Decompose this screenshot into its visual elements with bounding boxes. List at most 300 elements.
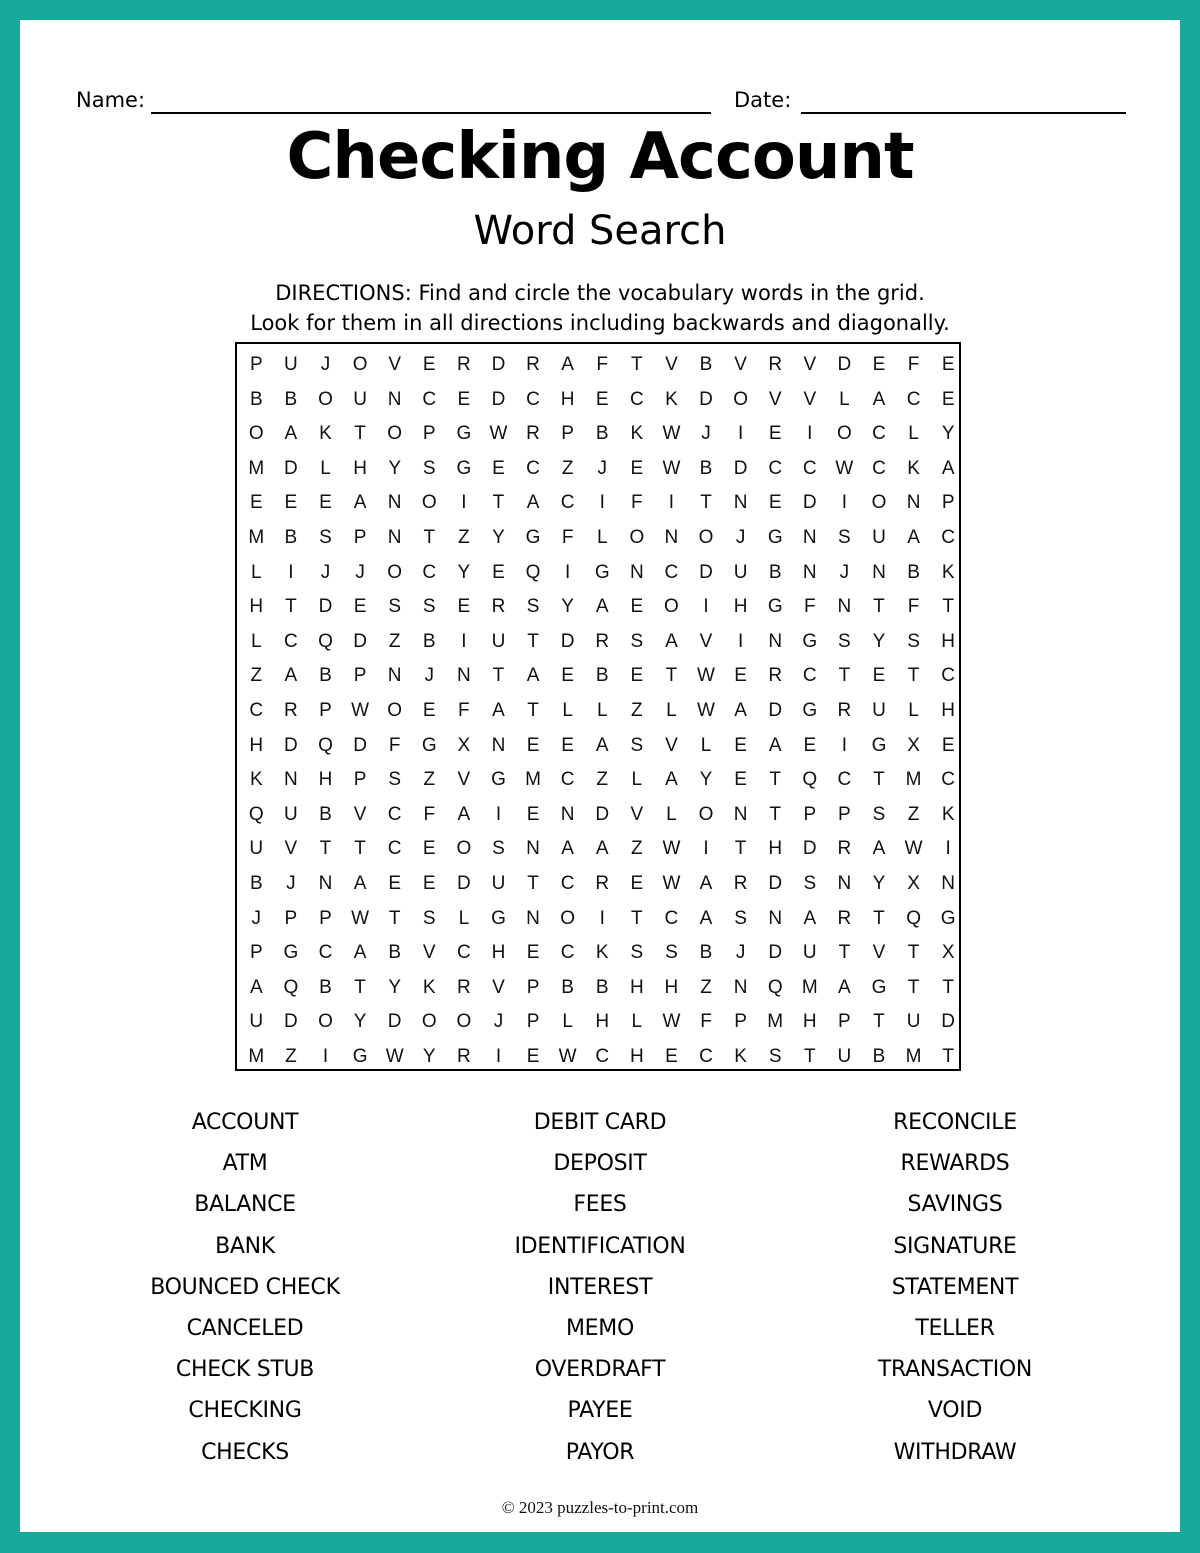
grid-cell[interactable]: Q [906, 907, 921, 929]
grid-cell[interactable]: F [700, 1011, 712, 1033]
grid-cell[interactable]: I [461, 492, 467, 514]
grid-cell[interactable]: P [249, 942, 263, 964]
grid-cell[interactable]: W [662, 457, 681, 479]
grid-cell[interactable]: C [422, 388, 437, 410]
grid-cell[interactable]: A [353, 872, 367, 894]
grid-cell[interactable]: P [353, 769, 367, 791]
grid-cell[interactable]: T [354, 838, 366, 860]
grid-cell[interactable]: O [456, 1011, 472, 1033]
grid-cell[interactable]: N [560, 803, 575, 825]
grid-cell[interactable]: E [941, 388, 955, 410]
grid-cell[interactable]: H [595, 1011, 610, 1033]
grid-cell[interactable]: E [319, 492, 332, 514]
grid-cell[interactable]: D [802, 838, 817, 860]
grid-cell[interactable]: S [630, 630, 644, 652]
grid-cell[interactable]: C [802, 665, 817, 687]
grid-cell[interactable]: L [839, 388, 850, 410]
grid-cell[interactable]: G [802, 699, 818, 721]
grid-cell[interactable]: F [561, 526, 574, 548]
grid-cell[interactable]: Z [285, 1045, 297, 1067]
grid-cell[interactable]: Y [699, 769, 713, 791]
grid-cell[interactable]: T [354, 423, 366, 445]
grid-cell[interactable]: Q [318, 630, 333, 652]
grid-cell[interactable]: Y [561, 596, 574, 618]
grid-cell[interactable]: O [698, 803, 714, 825]
grid-cell[interactable]: R [284, 699, 298, 721]
grid-cell[interactable]: H [249, 734, 264, 756]
grid-cell[interactable]: C [526, 388, 540, 410]
grid-cell[interactable]: C [249, 699, 264, 721]
grid-cell[interactable]: G [767, 596, 783, 618]
grid-cell[interactable]: S [734, 907, 747, 929]
grid-cell[interactable]: B [319, 976, 332, 998]
grid-cell[interactable]: S [388, 769, 402, 791]
grid-cell[interactable]: A [492, 699, 505, 721]
grid-cell[interactable]: E [734, 734, 747, 756]
grid-cell[interactable]: T [527, 699, 539, 721]
grid-cell[interactable]: M [767, 1011, 784, 1033]
grid-cell[interactable]: R [768, 354, 783, 375]
grid-cell[interactable]: A [665, 630, 678, 652]
grid-cell[interactable]: G [871, 734, 887, 756]
grid-cell[interactable]: C [872, 423, 886, 445]
grid-cell[interactable]: R [456, 1045, 471, 1067]
grid-cell[interactable]: B [768, 561, 782, 583]
grid-cell[interactable]: V [457, 769, 471, 791]
grid-cell[interactable]: L [320, 457, 331, 479]
grid-cell[interactable]: E [422, 699, 436, 721]
grid-cell[interactable]: S [630, 942, 644, 964]
grid-cell[interactable]: D [284, 1011, 298, 1033]
grid-cell[interactable]: N [802, 526, 817, 548]
grid-cell[interactable]: D [353, 734, 367, 756]
grid-cell[interactable]: L [631, 769, 643, 791]
grid-cell[interactable]: T [354, 976, 366, 998]
grid-cell[interactable]: L [458, 907, 470, 929]
grid-cell[interactable]: U [837, 1045, 852, 1067]
grid-cell[interactable]: M [525, 769, 541, 791]
grid-cell[interactable]: Z [458, 526, 470, 548]
grid-cell[interactable]: T [873, 769, 885, 791]
grid-cell[interactable]: T [423, 526, 436, 548]
grid-cell[interactable]: H [941, 630, 956, 652]
grid-cell[interactable]: O [421, 492, 437, 514]
grid-cell[interactable]: M [248, 457, 265, 479]
grid-cell[interactable]: E [422, 838, 436, 860]
grid-cell[interactable]: L [908, 699, 919, 721]
grid-cell[interactable]: N [802, 561, 817, 583]
grid-cell[interactable]: U [906, 1011, 921, 1033]
grid-cell[interactable]: Y [457, 561, 471, 583]
grid-cell[interactable]: E [941, 734, 955, 756]
grid-cell[interactable]: W [662, 1011, 681, 1033]
grid-cell[interactable]: F [631, 492, 643, 514]
grid-cell[interactable]: P [353, 526, 367, 548]
grid-cell[interactable]: N [284, 769, 298, 791]
grid-cell[interactable]: T [942, 976, 954, 998]
grid-cell[interactable]: B [872, 1045, 886, 1067]
grid-cell[interactable]: N [387, 665, 402, 687]
grid-cell[interactable]: P [526, 1011, 540, 1033]
grid-cell[interactable]: G [802, 630, 818, 652]
grid-cell[interactable]: Q [802, 769, 818, 791]
grid-cell[interactable]: J [355, 561, 365, 583]
grid-cell[interactable]: V [630, 803, 644, 825]
grid-cell[interactable]: F [803, 596, 816, 618]
grid-cell[interactable]: I [841, 492, 848, 514]
grid-cell[interactable]: R [837, 907, 852, 929]
grid-cell[interactable]: N [456, 665, 471, 687]
grid-cell[interactable]: M [905, 769, 922, 791]
grid-cell[interactable]: V [665, 734, 678, 756]
grid-cell[interactable]: P [284, 907, 298, 929]
grid-cell[interactable]: T [492, 665, 505, 687]
grid-cell[interactable]: F [458, 699, 470, 721]
grid-cell[interactable]: Q [525, 561, 541, 583]
grid-cell[interactable]: U [353, 388, 367, 410]
grid-cell[interactable]: G [352, 1045, 368, 1067]
grid-cell[interactable]: T [907, 665, 920, 687]
grid-cell[interactable]: N [941, 872, 956, 894]
grid-cell[interactable]: N [768, 630, 783, 652]
grid-cell[interactable]: U [733, 561, 748, 583]
grid-cell[interactable]: E [941, 354, 955, 375]
grid-cell[interactable]: E [872, 354, 886, 375]
grid-cell[interactable]: V [803, 354, 817, 375]
grid-cell[interactable]: S [768, 1045, 782, 1067]
grid-cell[interactable]: B [422, 630, 436, 652]
grid-cell[interactable]: A [561, 838, 574, 860]
grid-cell[interactable]: C [560, 769, 575, 791]
grid-cell[interactable]: K [422, 976, 436, 998]
grid-cell[interactable]: B [249, 872, 263, 894]
grid-cell[interactable]: Y [872, 630, 886, 652]
grid-cell[interactable]: A [284, 665, 298, 687]
grid-cell[interactable]: O [871, 492, 887, 514]
grid-cell[interactable]: C [906, 388, 921, 410]
grid-cell[interactable]: I [495, 1045, 502, 1067]
grid-cell[interactable]: C [664, 907, 679, 929]
grid-cell[interactable]: C [284, 630, 298, 652]
grid-cell[interactable]: D [284, 457, 298, 479]
grid-cell[interactable]: G [940, 907, 956, 929]
grid-cell[interactable]: I [461, 630, 467, 652]
grid-cell[interactable]: O [387, 699, 403, 721]
grid-cell[interactable]: E [630, 457, 644, 479]
grid-cell[interactable]: I [841, 734, 848, 756]
grid-cell[interactable]: I [565, 561, 571, 583]
grid-cell[interactable]: J [597, 457, 607, 479]
grid-cell[interactable]: T [873, 1011, 885, 1033]
grid-cell[interactable]: A [872, 838, 886, 860]
grid-cell[interactable]: R [837, 699, 852, 721]
grid-cell[interactable]: E [353, 596, 367, 618]
grid-cell[interactable]: P [838, 803, 851, 825]
grid-cell[interactable]: L [596, 699, 608, 721]
grid-cell[interactable]: E [526, 942, 540, 964]
grid-cell[interactable]: E [492, 457, 505, 479]
grid-cell[interactable]: Y [872, 872, 886, 894]
grid-cell[interactable]: J [320, 561, 331, 583]
grid-cell[interactable]: N [387, 526, 402, 548]
grid-cell[interactable]: Z [423, 769, 436, 791]
grid-cell[interactable]: Y [388, 457, 402, 479]
grid-cell[interactable]: D [353, 630, 367, 652]
grid-cell[interactable]: R [526, 354, 540, 375]
grid-cell[interactable]: D [456, 872, 471, 894]
grid-cell[interactable]: O [387, 423, 403, 445]
grid-cell[interactable]: R [526, 423, 540, 445]
grid-cell[interactable]: A [665, 769, 678, 791]
grid-cell[interactable]: I [322, 1045, 329, 1067]
grid-cell[interactable]: H [353, 457, 367, 479]
grid-cell[interactable]: E [388, 872, 402, 894]
grid-cell[interactable]: J [701, 423, 711, 445]
grid-cell[interactable]: N [733, 492, 748, 514]
grid-cell[interactable]: D [802, 492, 817, 514]
grid-cell[interactable]: Y [353, 1011, 367, 1033]
grid-cell[interactable]: S [319, 526, 332, 548]
grid-cell[interactable]: Q [283, 976, 299, 998]
grid-cell[interactable]: D [699, 388, 713, 410]
grid-cell[interactable]: N [387, 388, 402, 410]
grid-cell[interactable]: O [248, 423, 264, 445]
grid-cell[interactable]: W [662, 838, 681, 860]
grid-cell[interactable]: N [872, 561, 886, 583]
grid-cell[interactable]: E [630, 872, 644, 894]
grid-cell[interactable]: E [561, 665, 574, 687]
grid-cell[interactable]: A [699, 907, 713, 929]
grid-cell[interactable]: T [388, 907, 401, 929]
grid-cell[interactable]: C [595, 1045, 610, 1067]
grid-cell[interactable]: A [595, 734, 609, 756]
grid-cell[interactable]: E [422, 354, 436, 375]
grid-cell[interactable]: X [907, 872, 920, 894]
grid-cell[interactable]: M [905, 1045, 922, 1067]
grid-cell[interactable]: T [769, 803, 781, 825]
grid-cell[interactable]: A [249, 976, 263, 998]
grid-cell[interactable]: L [908, 423, 919, 445]
grid-cell[interactable]: Z [250, 665, 263, 687]
grid-cell[interactable]: L [700, 734, 712, 756]
grid-cell[interactable]: J [251, 907, 262, 929]
grid-cell[interactable]: Q [767, 976, 783, 998]
grid-cell[interactable]: G [283, 942, 299, 964]
grid-cell[interactable]: J [839, 561, 850, 583]
grid-cell[interactable]: V [388, 354, 402, 375]
grid-cell[interactable]: V [422, 942, 436, 964]
grid-cell[interactable]: B [595, 665, 609, 687]
grid-cell[interactable]: Y [941, 423, 955, 445]
grid-cell[interactable]: J [286, 872, 296, 894]
grid-cell[interactable]: U [872, 526, 886, 548]
grid-cell[interactable]: F [423, 803, 436, 825]
grid-cell[interactable]: C [941, 526, 956, 548]
grid-cell[interactable]: K [941, 561, 955, 583]
grid-cell[interactable]: C [768, 457, 783, 479]
grid-cell[interactable]: T [838, 665, 851, 687]
grid-cell[interactable]: U [249, 838, 264, 860]
grid-cell[interactable]: G [456, 457, 472, 479]
grid-cell[interactable]: L [596, 526, 608, 548]
grid-cell[interactable]: E [284, 492, 298, 514]
grid-cell[interactable]: O [664, 596, 679, 618]
grid-cell[interactable]: W [351, 699, 370, 721]
grid-cell[interactable]: N [733, 976, 748, 998]
grid-cell[interactable]: U [249, 1011, 264, 1033]
grid-cell[interactable]: A [768, 734, 782, 756]
grid-cell[interactable]: J [735, 526, 746, 548]
grid-cell[interactable]: S [872, 803, 886, 825]
grid-cell[interactable]: Z [907, 803, 920, 825]
grid-cell[interactable]: R [456, 354, 471, 375]
grid-cell[interactable]: H [733, 596, 748, 618]
grid-cell[interactable]: A [526, 492, 540, 514]
grid-cell[interactable]: O [733, 388, 748, 410]
grid-cell[interactable]: Q [248, 803, 264, 825]
grid-cell[interactable]: C [941, 665, 956, 687]
grid-cell[interactable]: C [629, 388, 644, 410]
grid-cell[interactable]: I [703, 596, 709, 618]
grid-cell[interactable]: A [803, 907, 817, 929]
grid-cell[interactable]: F [388, 734, 401, 756]
grid-cell[interactable]: I [703, 838, 709, 860]
grid-cell[interactable]: L [631, 1011, 643, 1033]
grid-cell[interactable]: O [456, 838, 472, 860]
grid-cell[interactable]: Z [700, 976, 712, 998]
grid-cell[interactable]: F [907, 596, 920, 618]
grid-cell[interactable]: I [288, 561, 294, 583]
grid-cell[interactable]: L [562, 1011, 573, 1033]
grid-cell[interactable]: B [595, 423, 609, 445]
grid-cell[interactable]: C [560, 492, 575, 514]
grid-cell[interactable]: W [904, 838, 923, 860]
grid-cell[interactable]: K [630, 423, 644, 445]
grid-cell[interactable]: N [387, 492, 402, 514]
grid-cell[interactable]: P [319, 907, 332, 929]
grid-cell[interactable]: C [699, 1045, 713, 1067]
grid-cell[interactable]: S [422, 907, 436, 929]
grid-cell[interactable]: Y [422, 1045, 436, 1067]
grid-cell[interactable]: U [872, 699, 886, 721]
grid-cell[interactable]: G [525, 526, 541, 548]
grid-cell[interactable]: O [698, 526, 714, 548]
grid-cell[interactable]: E [561, 734, 574, 756]
grid-cell[interactable]: U [284, 354, 298, 375]
grid-cell[interactable]: E [665, 1045, 678, 1067]
grid-cell[interactable]: D [768, 699, 783, 721]
grid-cell[interactable]: C [560, 872, 575, 894]
grid-cell[interactable]: B [249, 388, 263, 410]
grid-cell[interactable]: N [906, 492, 921, 514]
grid-cell[interactable]: T [734, 838, 747, 860]
grid-cell[interactable]: C [837, 769, 852, 791]
grid-cell[interactable]: H [629, 976, 644, 998]
grid-cell[interactable]: T [319, 838, 332, 860]
grid-cell[interactable]: V [699, 630, 713, 652]
grid-cell[interactable]: R [837, 838, 852, 860]
grid-cell[interactable]: V [353, 803, 367, 825]
grid-cell[interactable]: K [734, 1045, 747, 1067]
grid-cell[interactable]: R [595, 630, 610, 652]
grid-cell[interactable]: O [352, 354, 368, 375]
grid-cell[interactable]: S [907, 630, 920, 652]
grid-cell[interactable]: B [907, 561, 920, 583]
grid-cell[interactable]: P [249, 354, 263, 375]
grid-cell[interactable]: N [768, 907, 783, 929]
grid-cell[interactable]: T [527, 630, 539, 652]
grid-cell[interactable]: P [803, 803, 817, 825]
grid-cell[interactable]: D [318, 596, 333, 618]
grid-cell[interactable]: S [665, 942, 678, 964]
grid-cell[interactable]: R [733, 872, 748, 894]
grid-cell[interactable]: D [768, 942, 783, 964]
grid-cell[interactable]: B [699, 457, 713, 479]
grid-cell[interactable]: E [595, 388, 609, 410]
grid-cell[interactable]: U [491, 630, 506, 652]
grid-cell[interactable]: T [873, 907, 885, 929]
grid-cell[interactable]: A [457, 803, 471, 825]
grid-cell[interactable]: P [838, 1011, 851, 1033]
grid-cell[interactable]: V [768, 388, 782, 410]
grid-cell[interactable]: U [491, 872, 506, 894]
grid-cell[interactable]: N [629, 561, 644, 583]
grid-cell[interactable]: V [734, 354, 747, 375]
grid-cell[interactable]: D [491, 388, 506, 410]
grid-cell[interactable]: A [941, 457, 955, 479]
grid-cell[interactable]: E [734, 665, 747, 687]
grid-cell[interactable]: C [318, 942, 333, 964]
grid-cell[interactable]: T [285, 596, 297, 618]
grid-cell[interactable]: P [734, 1011, 747, 1033]
grid-cell[interactable]: S [388, 596, 402, 618]
grid-cell[interactable]: A [699, 872, 713, 894]
grid-cell[interactable]: E [768, 492, 782, 514]
grid-cell[interactable]: J [735, 942, 746, 964]
grid-cell[interactable]: N [837, 596, 852, 618]
grid-cell[interactable]: B [595, 976, 609, 998]
grid-cell[interactable]: W [558, 1045, 577, 1067]
grid-cell[interactable]: C [802, 457, 817, 479]
grid-cell[interactable]: A [353, 942, 367, 964]
grid-cell[interactable]: L [562, 699, 573, 721]
grid-cell[interactable]: C [387, 803, 402, 825]
grid-cell[interactable]: U [284, 803, 298, 825]
grid-cell[interactable]: Z [631, 838, 643, 860]
grid-cell[interactable]: C [872, 457, 886, 479]
grid-cell[interactable]: K [249, 769, 263, 791]
grid-cell[interactable]: P [941, 492, 955, 514]
grid-cell[interactable]: E [768, 423, 782, 445]
grid-cell[interactable]: B [284, 388, 298, 410]
grid-cell[interactable]: G [871, 976, 887, 998]
grid-cell[interactable]: A [284, 423, 298, 445]
grid-cell[interactable]: F [907, 354, 920, 375]
grid-cell[interactable]: M [801, 976, 818, 998]
grid-cell[interactable]: E [734, 769, 747, 791]
grid-cell[interactable]: J [424, 665, 435, 687]
grid-cell[interactable]: X [941, 942, 955, 964]
grid-cell[interactable]: Z [631, 699, 643, 721]
grid-cell[interactable]: K [319, 423, 332, 445]
grid-cell[interactable]: A [561, 354, 574, 375]
grid-cell[interactable]: Z [596, 769, 609, 791]
grid-cell[interactable]: Y [388, 976, 402, 998]
date-field[interactable] [801, 112, 1126, 114]
grid-cell[interactable]: D [491, 354, 506, 375]
grid-cell[interactable]: P [422, 423, 436, 445]
grid-cell[interactable]: W [697, 699, 715, 721]
